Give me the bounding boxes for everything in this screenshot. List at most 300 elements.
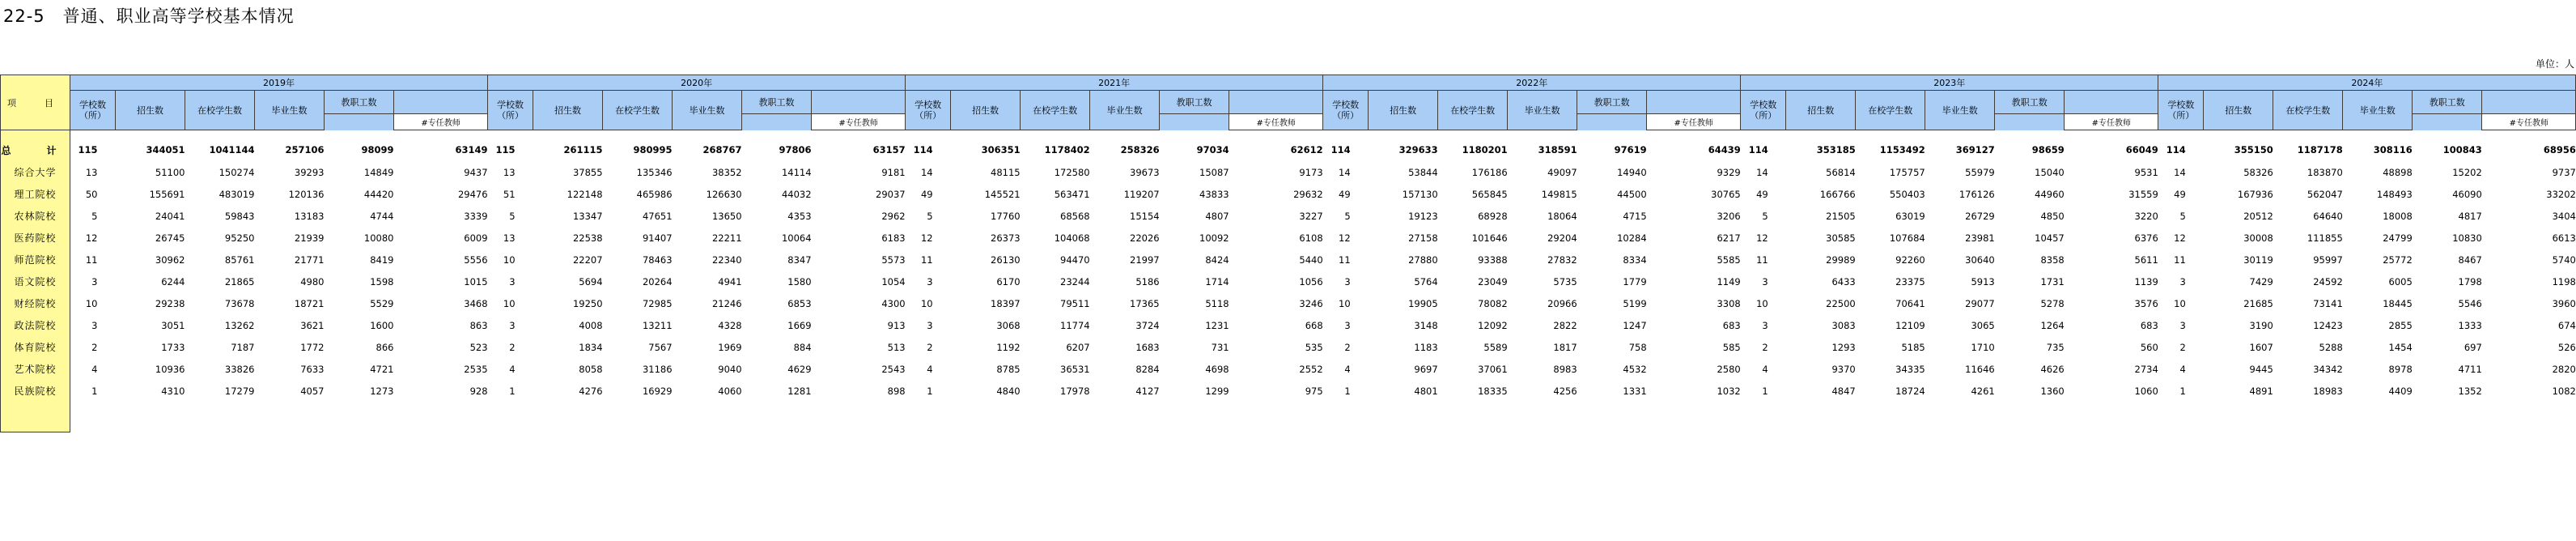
staff-cell: 1669 <box>787 319 812 331</box>
enrolled-cell: 5764 <box>1414 275 1438 288</box>
row-label: 政法院校 <box>1 314 70 336</box>
graduates-cell: 29204 <box>1547 232 1577 244</box>
fulltime-cell: 5740 <box>2552 253 2576 266</box>
enrolled-header: 招生数 <box>533 91 603 130</box>
enrolled-cell: 353185 <box>1816 144 1856 155</box>
staff-cell: 1714 <box>1205 275 1229 288</box>
graduates-cell: 1817 <box>1553 341 1577 353</box>
fulltime-cell: 898 <box>887 385 906 397</box>
staff-cell: 1598 <box>370 275 394 288</box>
students-cell: 68568 <box>1060 210 1090 222</box>
staff-cell: 4807 <box>1205 210 1229 222</box>
graduates-cell: 2822 <box>1553 319 1577 331</box>
fulltime-cell: 4300 <box>881 297 906 309</box>
students-cell: 95250 <box>224 232 255 244</box>
staff-cell: 8424 <box>1205 253 1229 266</box>
enrolled-cell: 19123 <box>1408 210 1438 222</box>
fulltime-cell: 64439 <box>1708 144 1741 155</box>
staff-cell: 1264 <box>2040 319 2065 331</box>
schools-cell: 5 <box>927 210 933 222</box>
fulltime-cell: 1198 <box>2552 275 2576 288</box>
students-cell: 1153492 <box>1879 144 1925 155</box>
graduates-cell: 49097 <box>1547 166 1577 178</box>
page-title: 22-5 普通、职业高等学校基本情况 <box>3 6 295 26</box>
graduates-cell: 15154 <box>1130 210 1160 222</box>
schools-cell: 4 <box>1344 363 1351 375</box>
students-cell: 563471 <box>1054 188 1090 200</box>
graduates-cell: 4060 <box>718 385 742 397</box>
enrolled-cell: 48115 <box>991 166 1021 178</box>
enrolled-header: 招生数 <box>1786 91 1856 130</box>
enrolled-cell: 261115 <box>563 144 603 155</box>
graduates-cell: 1710 <box>1971 341 1995 353</box>
schools-cell: 49 <box>1756 188 1768 200</box>
students-cell: 17279 <box>224 385 255 397</box>
fulltime-teachers-header: #专任教师 <box>1647 114 1741 130</box>
fulltime-cell: 3960 <box>2552 297 2576 309</box>
enrolled-cell: 4276 <box>579 385 603 397</box>
enrolled-cell: 37855 <box>572 166 603 178</box>
graduates-cell: 119207 <box>1123 188 1160 200</box>
unit-label: 单位：人 <box>2535 58 2574 70</box>
graduates-cell: 4057 <box>300 385 325 397</box>
schools-cell: 13 <box>503 232 516 244</box>
enrolled-cell: 13347 <box>572 210 603 222</box>
fulltime-cell: 2535 <box>464 363 488 375</box>
fulltime-cell: 2734 <box>2134 363 2158 375</box>
staff-cell: 1731 <box>2040 275 2065 288</box>
row-label: 理工院校 <box>1 183 70 205</box>
staff-header: 教职工数 <box>1577 91 1647 114</box>
students-cell: 150274 <box>219 166 255 178</box>
graduates-header: 毕业生数 <box>673 91 742 130</box>
staff-cell: 1231 <box>1205 319 1229 331</box>
staff-cell: 5118 <box>1205 297 1229 309</box>
students-cell: 175757 <box>1889 166 1925 178</box>
graduates-cell: 21771 <box>294 253 325 266</box>
enrolled-cell: 3083 <box>1831 319 1856 331</box>
schools-cell: 114 <box>1748 144 1768 155</box>
staff-header-blank <box>394 91 488 114</box>
row-label: 体育院校 <box>1 336 70 358</box>
schools-cell: 2 <box>927 341 933 353</box>
table-row <box>1 270 2576 292</box>
staff-cell: 14849 <box>363 166 394 178</box>
year-header: 2022年 <box>1323 75 1741 91</box>
fulltime-cell: 2552 <box>1299 363 1323 375</box>
enrolled-cell: 22207 <box>572 253 603 266</box>
fulltime-cell: 63157 <box>872 144 906 155</box>
staff-cell: 4698 <box>1205 363 1229 375</box>
fulltime-cell: 674 <box>2557 319 2576 331</box>
schools-cell: 2 <box>91 341 98 353</box>
schools-cell: 4 <box>927 363 933 375</box>
graduates-header: 毕业生数 <box>2343 91 2413 130</box>
students-cell: 12109 <box>1895 319 1925 331</box>
graduates-cell: 308116 <box>2373 144 2413 155</box>
row-label: 综合大学 <box>1 161 70 183</box>
staff-cell: 15040 <box>2035 166 2065 178</box>
staff-cell: 6853 <box>787 297 812 309</box>
enrolled-cell: 344051 <box>146 144 185 155</box>
enrolled-cell: 306351 <box>981 144 1021 155</box>
fulltime-cell: 6108 <box>1299 232 1323 244</box>
students-header: 在校学生数 <box>2273 91 2343 130</box>
students-cell: 33826 <box>224 363 255 375</box>
table-row <box>1 358 2576 380</box>
schools-cell: 5 <box>509 210 516 222</box>
graduates-cell: 39673 <box>1130 166 1160 178</box>
students-cell: 78082 <box>1478 297 1508 309</box>
students-cell: 72985 <box>642 297 673 309</box>
schools-cell: 3 <box>2179 319 2186 331</box>
table-row <box>1 336 2576 358</box>
row-label: 医药院校 <box>1 227 70 249</box>
schools-cell: 10 <box>503 253 516 266</box>
fulltime-teachers-header: #专任教师 <box>2065 114 2158 130</box>
graduates-cell: 3621 <box>300 319 325 331</box>
staff-cell: 758 <box>1628 341 1647 353</box>
schools-header: 学校数（所） <box>2158 91 2204 130</box>
fulltime-cell: 3308 <box>1717 297 1741 309</box>
label-spacer <box>1 402 70 432</box>
enrolled-cell: 4008 <box>579 319 603 331</box>
graduates-cell: 120136 <box>288 188 325 200</box>
students-cell: 6207 <box>1066 341 1090 353</box>
row-label: 语文院校 <box>1 270 70 292</box>
students-cell: 7187 <box>231 341 255 353</box>
enrolled-header: 招生数 <box>116 91 185 130</box>
fulltime-cell: 6376 <box>2134 232 2158 244</box>
graduates-cell: 38352 <box>711 166 742 178</box>
fulltime-cell: 526 <box>2557 341 2576 353</box>
students-cell: 172580 <box>1054 166 1090 178</box>
table-row <box>1 249 2576 270</box>
row-label: 农林院校 <box>1 205 70 227</box>
fulltime-cell: 683 <box>1722 319 1741 331</box>
fulltime-cell: 1082 <box>2552 385 2576 397</box>
students-cell: 31186 <box>642 363 673 375</box>
enrolled-cell: 19250 <box>572 297 603 309</box>
graduates-cell: 4328 <box>718 319 742 331</box>
fulltime-cell: 5573 <box>881 253 906 266</box>
staff-cell: 10080 <box>363 232 394 244</box>
schools-cell: 3 <box>91 275 98 288</box>
graduates-header: 毕业生数 <box>1508 91 1577 130</box>
enrolled-cell: 19905 <box>1408 297 1438 309</box>
schools-cell: 5 <box>1762 210 1768 222</box>
staff-cell: 4711 <box>2458 363 2482 375</box>
enrolled-cell: 3190 <box>2249 319 2273 331</box>
year-header: 2020年 <box>488 75 906 91</box>
fulltime-cell: 6613 <box>2552 232 2576 244</box>
schools-cell: 12 <box>1339 232 1351 244</box>
staff-cell: 1779 <box>1623 275 1647 288</box>
staff-cell: 1331 <box>1623 385 1647 397</box>
graduates-cell: 20966 <box>1547 297 1577 309</box>
staff-cell: 44960 <box>2035 188 2065 200</box>
schools-cell: 114 <box>2166 144 2186 155</box>
schools-cell: 3 <box>1762 319 1768 331</box>
enrolled-cell: 3068 <box>996 319 1021 331</box>
graduates-cell: 5186 <box>1135 275 1160 288</box>
staff-header: 教职工数 <box>325 91 394 114</box>
fulltime-cell: 63149 <box>455 144 488 155</box>
staff-cell: 5278 <box>2040 297 2065 309</box>
fulltime-cell: 9437 <box>464 166 488 178</box>
students-cell: 59843 <box>224 210 255 222</box>
graduates-cell: 4261 <box>1971 385 1995 397</box>
schools-cell: 10 <box>1756 297 1768 309</box>
fulltime-cell: 3468 <box>464 297 488 309</box>
fulltime-cell: 2580 <box>1717 363 1741 375</box>
staff-header: 教职工数 <box>742 91 812 114</box>
schools-cell: 12 <box>85 232 98 244</box>
graduates-cell: 4127 <box>1135 385 1160 397</box>
staff-cell: 8347 <box>787 253 812 266</box>
graduates-cell: 3724 <box>1135 319 1160 331</box>
graduates-cell: 25772 <box>2383 253 2413 266</box>
enrolled-cell: 30962 <box>155 253 185 266</box>
enrolled-cell: 27880 <box>1408 253 1438 266</box>
schools-cell: 4 <box>91 363 98 375</box>
schools-cell: 115 <box>78 144 98 155</box>
enrolled-header: 招生数 <box>1369 91 1438 130</box>
graduates-cell: 23981 <box>1965 232 1995 244</box>
schools-cell: 11 <box>920 253 933 266</box>
fulltime-cell: 9181 <box>881 166 906 178</box>
fulltime-cell: 31559 <box>2128 188 2158 200</box>
table-row <box>1 380 2576 402</box>
graduates-cell: 318591 <box>1538 144 1577 155</box>
graduates-cell: 1969 <box>718 341 742 353</box>
table-row <box>1 314 2576 336</box>
fulltime-cell: 9737 <box>2552 166 2576 178</box>
enrolled-cell: 30008 <box>2243 232 2273 244</box>
staff-cell: 884 <box>793 341 812 353</box>
students-cell: 91407 <box>642 232 673 244</box>
enrolled-cell: 30585 <box>1826 232 1856 244</box>
graduates-cell: 39293 <box>294 166 325 178</box>
total-row <box>1 138 2576 161</box>
schools-cell: 1 <box>1762 385 1768 397</box>
staff-header-blank <box>812 91 906 114</box>
students-cell: 93388 <box>1478 253 1508 266</box>
students-cell: 18335 <box>1478 385 1508 397</box>
graduates-cell: 18721 <box>294 297 325 309</box>
fulltime-cell: 535 <box>1305 341 1323 353</box>
schools-cell: 3 <box>1344 319 1351 331</box>
graduates-cell: 369127 <box>1955 144 1995 155</box>
fulltime-cell: 62612 <box>1290 144 1323 155</box>
fulltime-cell: 68956 <box>2543 144 2576 155</box>
graduates-header: 毕业生数 <box>255 91 325 130</box>
staff-header: 教职工数 <box>1160 91 1229 114</box>
staff-cell: 8419 <box>370 253 394 266</box>
staff-cell: 4532 <box>1623 363 1647 375</box>
students-cell: 23049 <box>1478 275 1508 288</box>
students-cell: 465986 <box>636 188 673 200</box>
staff-cell: 866 <box>376 341 394 353</box>
fulltime-cell: 913 <box>887 319 906 331</box>
students-cell: 17978 <box>1060 385 1090 397</box>
students-cell: 980995 <box>633 144 673 155</box>
enrolled-cell: 1607 <box>2249 341 2273 353</box>
students-cell: 12423 <box>2313 319 2343 331</box>
enrolled-cell: 4310 <box>161 385 185 397</box>
graduates-cell: 22211 <box>711 232 742 244</box>
schools-cell: 14 <box>920 166 933 178</box>
students-cell: 85761 <box>224 253 255 266</box>
fulltime-cell: 1149 <box>1717 275 1741 288</box>
schools-cell: 10 <box>2174 297 2186 309</box>
schools-cell: 3 <box>509 319 516 331</box>
staff-cell: 1600 <box>370 319 394 331</box>
enrolled-cell: 4801 <box>1414 385 1438 397</box>
students-cell: 21865 <box>224 275 255 288</box>
staff-cell: 731 <box>1211 341 1229 353</box>
staff-cell: 4721 <box>370 363 394 375</box>
schools-cell: 10 <box>920 297 933 309</box>
graduates-cell: 17365 <box>1130 297 1160 309</box>
staff-cell: 4715 <box>1623 210 1647 222</box>
schools-header: 学校数（所） <box>488 91 533 130</box>
graduates-cell: 8983 <box>1553 363 1577 375</box>
students-cell: 63019 <box>1895 210 1925 222</box>
schools-header: 学校数（所） <box>1323 91 1369 130</box>
graduates-cell: 3065 <box>1971 319 1995 331</box>
students-cell: 36531 <box>1060 363 1090 375</box>
staff-cell: 1798 <box>2458 275 2482 288</box>
schools-header: 学校数（所） <box>1741 91 1786 130</box>
graduates-cell: 5913 <box>1971 275 1995 288</box>
enrolled-cell: 5694 <box>579 275 603 288</box>
students-cell: 101646 <box>1471 232 1508 244</box>
row-label: 财经院校 <box>1 292 70 314</box>
enrolled-cell: 6244 <box>161 275 185 288</box>
fulltime-cell: 560 <box>2140 341 2158 353</box>
enrolled-cell: 8058 <box>579 363 603 375</box>
schools-cell: 1 <box>91 385 98 397</box>
table-row <box>1 183 2576 205</box>
students-cell: 111855 <box>2307 232 2343 244</box>
fulltime-cell: 5585 <box>1717 253 1741 266</box>
staff-cell: 1360 <box>2040 385 2065 397</box>
schools-cell: 2 <box>509 341 516 353</box>
graduates-cell: 18445 <box>2383 297 2413 309</box>
enrolled-cell: 20512 <box>2243 210 2273 222</box>
fulltime-cell: 1060 <box>2134 385 2158 397</box>
graduates-cell: 22340 <box>711 253 742 266</box>
staff-header-blank <box>1647 91 1741 114</box>
schools-cell: 49 <box>920 188 933 200</box>
graduates-cell: 48898 <box>2383 166 2413 178</box>
schools-cell: 14 <box>2174 166 2186 178</box>
row-header: 项 目 <box>1 75 70 130</box>
schools-cell: 3 <box>91 319 98 331</box>
enrolled-cell: 21505 <box>1826 210 1856 222</box>
fulltime-cell: 3246 <box>1299 297 1323 309</box>
fulltime-cell: 5440 <box>1299 253 1323 266</box>
schools-cell: 14 <box>1339 166 1351 178</box>
enrolled-cell: 22500 <box>1826 297 1856 309</box>
staff-header: 教职工数 <box>2413 91 2482 114</box>
staff-cell: 44032 <box>781 188 812 200</box>
graduates-cell: 9040 <box>718 363 742 375</box>
enrolled-cell: 26373 <box>991 232 1021 244</box>
students-header: 在校学生数 <box>603 91 673 130</box>
staff-cell: 15087 <box>1199 166 1229 178</box>
schools-cell: 11 <box>1339 253 1351 266</box>
students-cell: 5589 <box>1483 341 1508 353</box>
staff-cell: 4850 <box>2040 210 2065 222</box>
row-label: 艺术院校 <box>1 358 70 380</box>
fulltime-cell: 683 <box>2140 319 2158 331</box>
enrolled-cell: 167936 <box>2237 188 2273 200</box>
schools-cell: 49 <box>2174 188 2186 200</box>
enrolled-cell: 4891 <box>2249 385 2273 397</box>
enrolled-cell: 58326 <box>2243 166 2273 178</box>
schools-cell: 13 <box>85 166 98 178</box>
staff-cell: 1247 <box>1623 319 1647 331</box>
students-cell: 68928 <box>1478 210 1508 222</box>
fulltime-cell: 3576 <box>2134 297 2158 309</box>
graduates-cell: 11646 <box>1965 363 1995 375</box>
fulltime-cell: 3404 <box>2552 210 2576 222</box>
fulltime-cell: 2820 <box>2552 363 2576 375</box>
staff-cell: 5546 <box>2458 297 2482 309</box>
staff-cell: 100843 <box>2442 144 2482 155</box>
enrolled-cell: 4847 <box>1831 385 1856 397</box>
enrolled-cell: 355150 <box>2234 144 2273 155</box>
schools-cell: 3 <box>1762 275 1768 288</box>
fulltime-cell: 9329 <box>1717 166 1741 178</box>
students-cell: 1187178 <box>2297 144 2343 155</box>
fulltime-cell: 2962 <box>881 210 906 222</box>
students-cell: 135346 <box>636 166 673 178</box>
enrolled-cell: 166766 <box>1819 188 1856 200</box>
staff-sub-blank <box>742 114 812 130</box>
fulltime-cell: 6217 <box>1717 232 1741 244</box>
fulltime-cell: 928 <box>469 385 488 397</box>
schools-cell: 1 <box>509 385 516 397</box>
enrolled-cell: 26745 <box>155 232 185 244</box>
fulltime-cell: 1032 <box>1717 385 1741 397</box>
staff-cell: 10064 <box>781 232 812 244</box>
schools-cell: 5 <box>91 210 98 222</box>
staff-cell: 15202 <box>2452 166 2482 178</box>
students-header: 在校学生数 <box>185 91 255 130</box>
enrolled-cell: 18397 <box>991 297 1021 309</box>
students-cell: 483019 <box>219 188 255 200</box>
staff-cell: 97034 <box>1196 144 1229 155</box>
students-cell: 47651 <box>642 210 673 222</box>
staff-sub-blank <box>1995 114 2065 130</box>
staff-cell: 1580 <box>787 275 812 288</box>
graduates-cell: 7633 <box>300 363 325 375</box>
enrolled-cell: 29238 <box>155 297 185 309</box>
fulltime-cell: 1139 <box>2134 275 2158 288</box>
schools-cell: 2 <box>1762 341 1768 353</box>
graduates-cell: 8284 <box>1135 363 1160 375</box>
students-cell: 64640 <box>2313 210 2343 222</box>
staff-sub-blank <box>1160 114 1229 130</box>
fulltime-teachers-header: #专任教师 <box>1229 114 1323 130</box>
fulltime-cell: 5611 <box>2134 253 2158 266</box>
fulltime-cell: 6183 <box>881 232 906 244</box>
staff-cell: 1273 <box>370 385 394 397</box>
schools-cell: 3 <box>509 275 516 288</box>
